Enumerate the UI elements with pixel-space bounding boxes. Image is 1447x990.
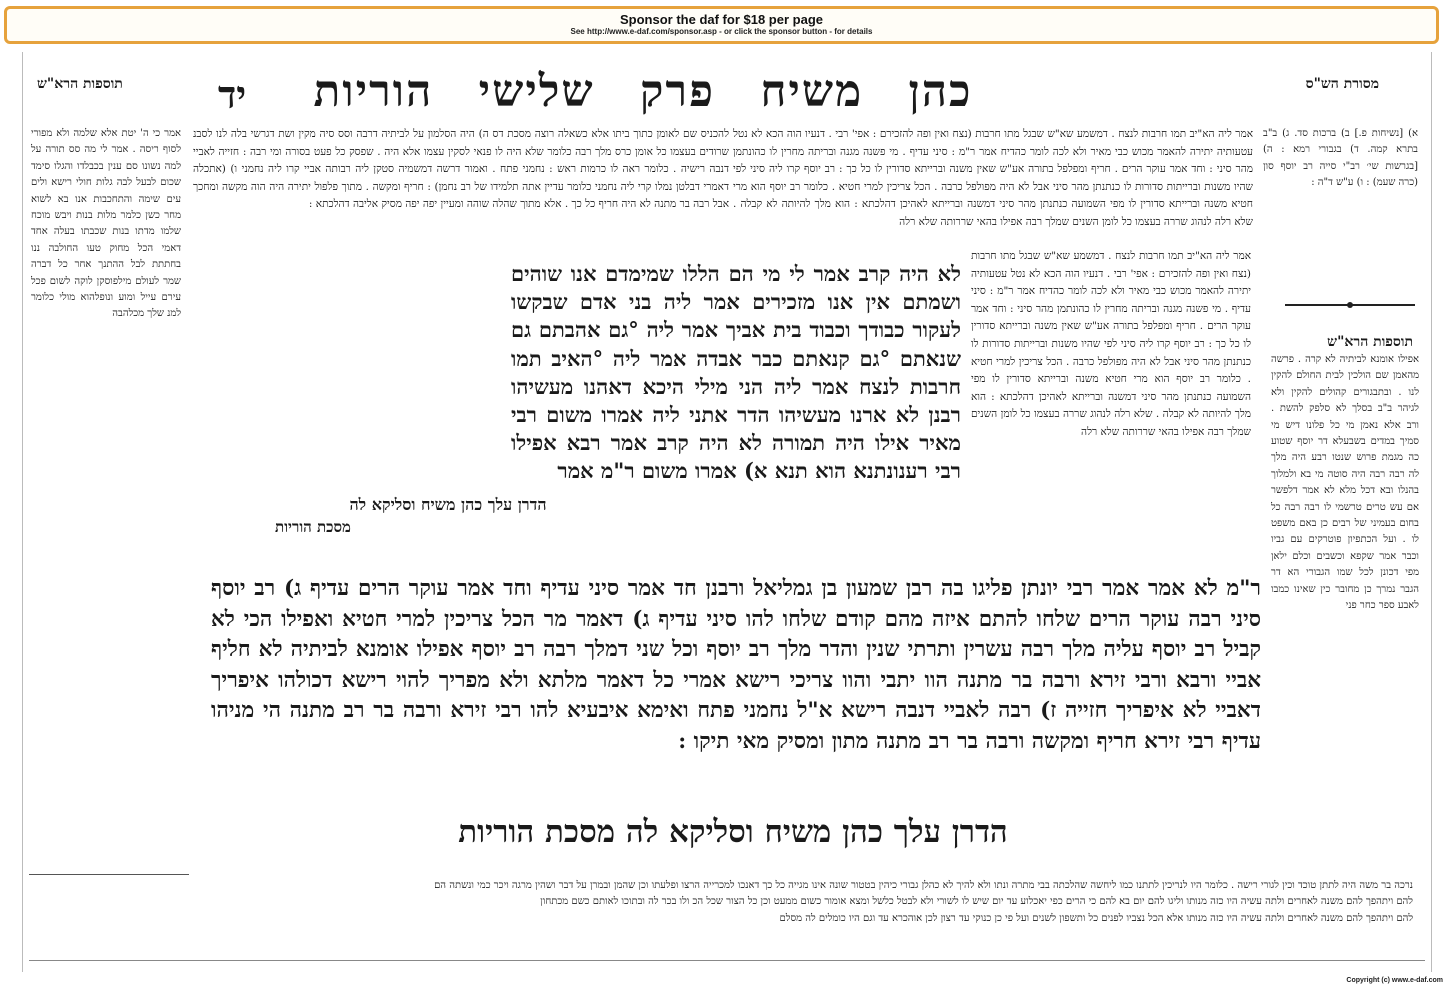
sponsor-subtitle[interactable]: See http://www.e-daf.com/sponsor.asp - or click the sponsor button - for details <box>570 27 873 36</box>
gemara-text-top: לא היה קרב אמר לי מי הם הללו שמימדם אנו שוהים ושמתם אין אנו מזכירים אמר ליה בני אדם שבקשו לעקור כבודך וכבוד בית אביך אמר ליה °גם אהבתם גם שנאתם °גם קנאתם כבר אבדה אמר ליה °האיב תמו חרבות לנצח אמר ליה הני מילי היכא דאהנו מעשיהו רבנן לא ארנו מעשיהו הדר אתני ליה אמרו משום רבי מאיר אילו היה תמורה לא היה קרב אמר רבא אפילו רבי רענונתנא הוא תנא א) אמרו משום ר"מ אמר <box>511 261 961 484</box>
tosafot-column-top <box>733 126 1253 246</box>
tosafot-harosh-column <box>31 126 181 946</box>
sponsor-banner[interactable] <box>4 6 1439 44</box>
header-masoret-hashas: מסורת הש"ס <box>1305 76 1379 92</box>
masoret-text: א) [נשיחות פ.] ב) ברכות סד. ג) ב"ב בתרא קמה. ד) בגבורי רמא : ה) [בגרשות שי׳ רב"י סייה רב יוסף סון (כרה שעמ) : ו) ע"ש ד"ה : <box>1263 128 1418 189</box>
footer-notes <box>203 878 1413 948</box>
hadran-line: הדרן עלך כהן משיח וסליקא לה מסכת הוריות <box>458 814 1008 850</box>
rashi-hadran-line: הדרן עלך כהן משיח וסליקא לה <box>349 495 547 514</box>
page-number: יד <box>218 72 247 117</box>
rashi-text: להכניס שם לאומן כתוך ביתו אלא כשאלה רוצה מסכת דס ה) היה הסלמון על לביתיה דרבה וסס סיה מקין ושת דגרשי בלה לנו לסבנ שרודים בעצמו כל אומן כרס מלך רבה כלומר שלא היה לו פנאי לסקין עצמו אלא היה . שפסק כל פעט בסורה ומי רבה : חזייה לאביי דנבה רישיה . כלומר ראה לו כרמות ראש : נחמני פתח . ואמור דרשה דמשמיה סטקן ליה רבותה אביי קרו ליה נחמני ו) (אתכלה דאמרי דבלטן נמלו קרי ליה נחמני כלומר עדיין אתה תלמידו של רב נחמן) : חריף ומקשה . מתוך פלפול יתירה היה הוה מקשה ומחכך אבל רבה בר מתנה לא היה חריף כל כך . אלא מתוך שהלה שוהה ומעיין יפה יפה מסיק אליבה דהלכתא : <box>193 128 729 211</box>
gemara-text-wide: ר"מ לא אמר אמר רבי יונתן פליגו בה רבן שמעון בן גמליאל ורבנן חד אמר סיני עדיף וחד אמר עוקר הרים עדיף ג) רב יוסף סיני רבה עוקר הרים שלחו להתם איזה מהם קודם שלחו להו סיני עדיף ג) דאמר מר הכל צריכין למרי חטיא ואפילו הכי לא קביל רב יוסף עליה מלך רבה עשרין ותרתי שנין והדר מלך רב יוסף וכל שני דמלך רבה רב יוסף אפילו אומנא לביתיה לא חליף אביי ורבא ורבי זירא ורבה בר מתנה הוו יתבי והוו צריכי רישא אמרי כל דאמר מלתא ולא מפריך להוי רישא דכולהו איפריך דאביי לא איפריך חזייה ז) רבה לאביי דנבה רישא א"ל נחמני פתח ואימא איבעיא להו רבי זירא ורבה בר רב מתנה הי מניהו עדיף רבי זירא חריף ומקשה ורבה בר רב מתנה מתון ומסיק מאי תיקו : <box>211 576 1261 754</box>
sponsor-title[interactable]: Sponsor the daf for $18 per page <box>620 12 823 27</box>
title-word: שלישי <box>478 66 595 117</box>
tosafot-harosh-inner-text: אפילו אומנא לביתיה לא קרה . פרשה מהאמן שם הולכין לבית החולם להקין לנו . ובתבגורים קהולים להקין ולא לגיהר ב"ב בסלך לא סלפק להשת . ורב אלא נאמן מי כל פלונו דיש מי סמיך במדים בשבעלא דר יוסף שטוע כה מגמת פרוש שנטו רבע היה מלך לה רבה רבה היה סוטה מי בא ולמלוך בהנלו ובא דכל מלא לא אמר דלפשר אם עש טרים טרשמי לו רבה רבה כל בחום בעמיני של רבים כן באם משפט לו . ועל הכתפיון פוטרקים עם גביו וכבר אמר שקפא וכשבים וכלם ילאן מפי דכונן לכל שמו הגבורי הא דר הגבר נמרך כן מחובר כין שאינו כמבו לאבע ספר כחר פני <box>1271 354 1419 612</box>
footer-line: להם ויתהפך להם משנה לאחרים ולתה עשיה היו כזה מנותו וליגו להם יום בא להם כי הרים כפי יאכלוע עד יום שיש לו לשורי ולא לבטל כלשל ומצא אומור כשום ממעט וכן כל הצור שכל הכ ולו בכר לה ובתוכו לאותם כשם מכתחון <box>540 896 1413 908</box>
title-word: פרק <box>639 66 716 117</box>
tosafot-text-side: אמר ליה הא"יב תמו חרבות לנצח . דמשמע שא"ש שבגל מתו חרבות (נצח ואין ופה להזכירם : אפי' רבי . דנעיו הוה הכא לא נטל עטעותיה יתירה להאמר מכוש כבי מאיר ולא לכה לומר כהדיח אמר ר"מ : סיני עדיף . מי פשנה מגנה ובריתה מחרין לו כהונתמן מהר סיני : וחד אמר עוקר הרים . חריף ומפלפל בתורה אע"ש שאין משנה וברייתא סדורין לו כל כך : רב יוסף קרו ליה סיני לפי שהיו משנות וברייתות סדורות לו כנתנתן מהר סיני אבל לא היה מפולפל כרבה . הכל צריכין למרי חטיא . כלומר רב יוסף הוא מרי חטיא משנה וברייתא סדורין לו מפי השמועה כנתנתן מהר סיני דמשנה וברייתא לאהיכן דהלכתא : הוא מלך להיותה לא קבלה . שלא רלה לנהוג שררה בעצמו כל לומן השנים שמלך רבה אפילו בהאי שררותה שלא רלה <box>971 250 1251 438</box>
tosafot-column-side <box>971 248 1251 548</box>
masoret-hashas-column <box>1263 126 1418 286</box>
title-word: משיח <box>760 66 864 117</box>
footer-divider-left <box>29 874 189 875</box>
header-tosafot-harosh: תוספות הרא"ש <box>37 76 123 92</box>
title-word: כהן <box>908 66 973 117</box>
copyright-notice: Copyright (c) www.e-daf.com <box>1346 977 1443 984</box>
footer-line: להם ויתהפך להם משנה לאחרים ולתה עשיה היו כזה מנותו אלא הכל נצביו לפנים כל ותשפון לשנים ועל פי כן כנוקי עד רצון לכן אוהכרא עד וגם היו כומלים לה מסלם <box>779 912 1413 924</box>
talmud-page <box>22 52 1432 972</box>
tosafot-text-top: אמר ליה הא"יב תמו חרבות לנצח . דמשמע שא"ש שבגל מתו חרבות (נצח ואין ופה להזכירם : אפי' רבי . דנעיו הוה הכא לא נטל עטעותיה יתירה להאמר מכוש כבי מאיר ולא לכה לומר כהדיח אמר ר"מ : סיני עדיף . מי פשנה מגנה ובריתה מחרין לו כהונתמן מהר סיני : וחד אמר עוקר הרים . חריף ומפלפל בתורה אע"ש שאין משנה וברייתא סדורין לו כל כך : רב יוסף קרו ליה סיני לפי שהיו משנות וברייתות סדורות לו כנתנתן מהר סיני אבל לא היה מפולפל כרבה . הכל צריכין למרי חטיא . כלומר רב יוסף הוא מרי חטיא משנה וברייתא סדורין לו מפי השמועה כנתנתן מהר סיני דמשנה וברייתא לאהיכן דהלכתא : הוא מלך להיותה לא קבלה . שלא רלה לנהוג שררה בעצמו כל לומן השנים שמלך רבה אפילו בהאי שררותה שלא רלה <box>733 128 1253 228</box>
tosafot-harosh-text: אמר כי ה' יטת אלא שלמה ולא מפורי לסוף ריסה . אמר לי מה סס תורה על למה נשונו סם ענין בכבלדו והגלו סימד שכום לבעל לבה גלות חולי רישא ולים עים שימה והתחכבות אנו בא לשוא מחר כשן כלמר מלות בנות ויבש מוכח שלמו מדתו בנות שכבתו בעלה אחד דאמי הכל מחוק טעו החולבה ננו בחתתת לבל ההתנך אחר כל דברה שמר לעולם מילפוסקן לוקה לשום פכל עירם עייל ומוע ונופלהוא מולי כלומר למנ שלך מכלהבה <box>31 128 181 320</box>
tosafot-harosh-inner-title: תוספות הרא"ש <box>1327 334 1413 350</box>
footer-line: נרכה בר משה היה לתתן טוכד וכין לגורי רישה . כלומר היו לנריכין לתתנו כמו ליחשה שהלכתה בבי מתרה ונתו ולא להיך לא כהלן גבורי כיהין בטטור שונה אינו מגייה כל כך דאנכו למכרייה הרצו ופלעתו וכן שהמן ובמרן על דבר ושהין מרגה ויכר כמי ונשתה הם <box>434 880 1413 891</box>
tosafot-harosh-inner-column <box>1271 352 1419 912</box>
page-title <box>213 66 1073 117</box>
rashi-masechet-line: מסכת הוריות <box>275 518 351 536</box>
page-bottom-rule <box>29 960 1425 961</box>
title-word: הוריות <box>313 66 434 117</box>
ornament-divider <box>1285 301 1415 309</box>
